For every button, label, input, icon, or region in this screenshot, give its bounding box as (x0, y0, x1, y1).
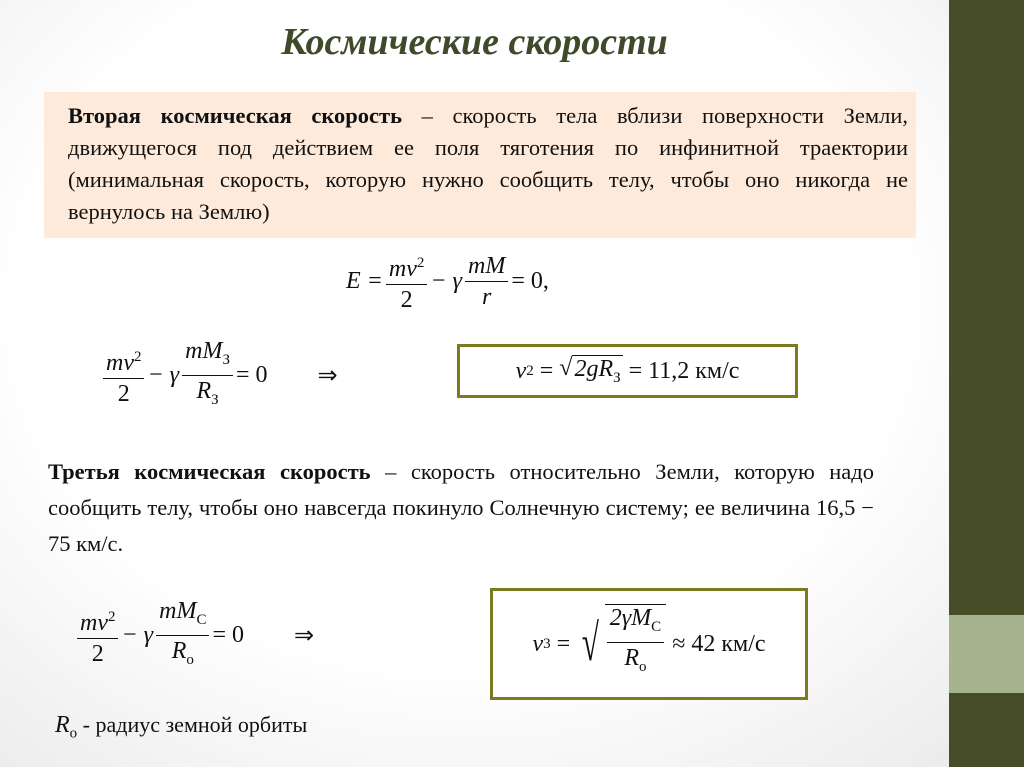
third-term: Третья космическая скорость (48, 459, 371, 484)
solar-escape-equation (74, 598, 314, 673)
third-text: – скорость относительно Земли, которую надо сообщить телу, чтобы оно навсегда покинуло Солнечную систему; ее величина (48, 459, 874, 520)
eq2-sub2: З (222, 351, 230, 368)
third-velocity-paragraph (48, 454, 874, 562)
eq3-den2: R (171, 637, 187, 664)
r3-den: R (624, 644, 640, 671)
eq2-den2: R (196, 377, 212, 404)
r3-densub: о (639, 658, 647, 675)
eq1-rhs: = 0, (511, 268, 549, 294)
r2-lhs: v (515, 357, 527, 384)
eq1-lhs: E = (346, 268, 383, 294)
footnote-sub: о (69, 725, 78, 742)
footnote (55, 712, 307, 742)
eq2-rhs: = 0 (235, 361, 268, 388)
sqrt-sign: √ $\frac{2\gamma M_С}{R_о}$ (576, 604, 666, 684)
eq2-den1: 2 (117, 380, 130, 407)
eq2-exp: 2 (133, 348, 142, 365)
escape-equation (100, 338, 338, 413)
r2-rad: 2gR (574, 356, 614, 383)
eq3-rhs: = 0 (212, 621, 245, 648)
sqrt-sign: √ $2gR_З$ (559, 355, 621, 386)
second-velocity-result-box (457, 344, 798, 398)
eq1-exp: 2 (416, 255, 425, 271)
r3-lsub: 3 (543, 635, 551, 652)
eq2-num1: mv (106, 349, 134, 376)
r3-num: 2γM (609, 605, 652, 631)
eq1-den1: 2 (400, 287, 413, 313)
eq1-num2: mM (465, 253, 508, 282)
definition-box (44, 92, 916, 238)
eq3-exp: 2 (107, 608, 116, 625)
eq2-num2: mM (185, 338, 223, 364)
third-value: 16,5 − 75 км/с. (48, 495, 874, 556)
eq2-dsub2: З (211, 391, 219, 408)
implies-arrow: ⇒ (317, 362, 338, 389)
eq1-num1: mv (388, 256, 417, 282)
eq3-den1: 2 (91, 640, 104, 667)
energy-equation (346, 250, 549, 313)
footnote-text: - радиус земной орбиты (77, 712, 308, 737)
r2-eq: = (539, 357, 554, 384)
eq1-minus: − γ (430, 268, 462, 294)
slide-title: Космические скорости (281, 21, 668, 63)
definition-term: Вторая космическая скорость (68, 103, 402, 128)
r2-rhs: = 11,2 км/с (628, 357, 740, 384)
sidebar-band (949, 0, 1024, 767)
eq1-den2: r (481, 284, 492, 310)
third-velocity-result-box (490, 588, 808, 700)
footnote-symbol: R (55, 712, 70, 738)
eq3-num2: mM (159, 598, 197, 624)
eq3-num1: mv (80, 609, 108, 636)
eq2-minus: − γ (147, 361, 180, 388)
r2-lsub: 2 (526, 362, 534, 379)
implies-arrow: ⇒ (294, 622, 315, 649)
r2-radsub: З (613, 369, 621, 386)
r3-lhs: v (532, 630, 544, 657)
definition-text: – скорость тела вблизи поверхности Земли, движущегося под действием ее поля тяготения по инфинитной траектории (минимальная скорость, которую нужно сообщить телу, чтобы оно никогда не вернулось на Землю) (68, 103, 908, 224)
sidebar-accent (949, 615, 1024, 693)
r3-rhs: ≈ 42 км/с (672, 630, 766, 657)
eq3-sub2: С (196, 611, 207, 628)
eq3-dsub2: о (186, 651, 194, 668)
r3-numsub: С (651, 618, 662, 635)
eq3-minus: − γ (121, 621, 154, 648)
r3-eq: = (556, 630, 571, 657)
